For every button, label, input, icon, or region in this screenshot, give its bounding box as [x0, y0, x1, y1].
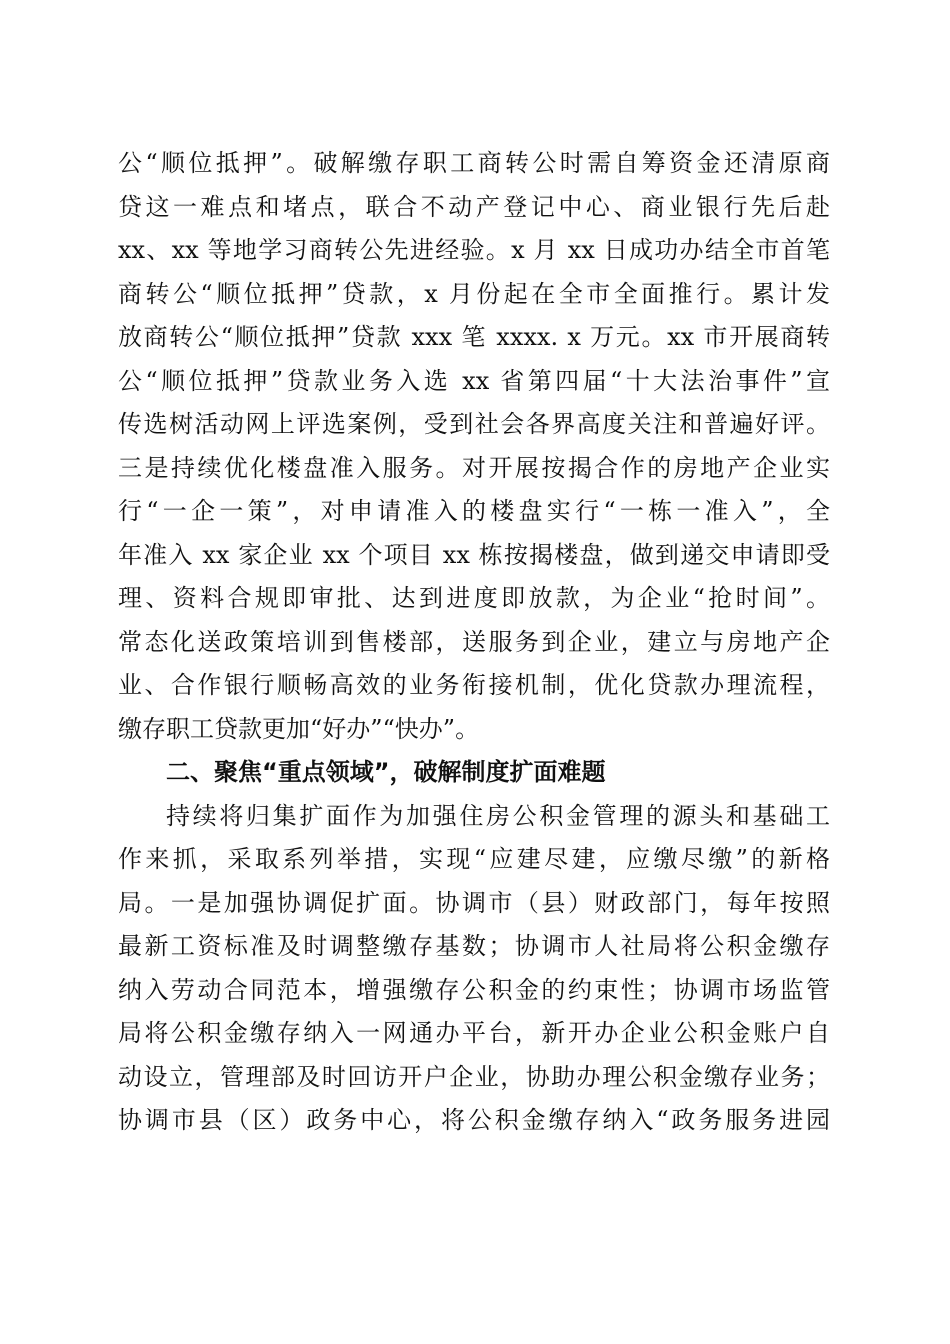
text-line: 协调市县（区）政务中心，将公积金缴存纳入“政务服务进园 — [118, 1106, 830, 1134]
text-line: 行“一企一策”，对申请准入的楼盘实行“一栋一准入”，全 — [118, 497, 830, 525]
text-line: 贷这一难点和堵点，联合不动产登记中心、商业银行先后赴 — [118, 192, 830, 221]
text-line: 纳入劳动合同范本，增强缴存公积金的约束性；协调市场监管 — [118, 975, 830, 1004]
text-line: 持续将归集扩面作为加强住房公积金管理的源头和基础工 — [166, 801, 830, 830]
text-line: 作来抓，采取系列举措，实现“应建尽建，应缴尽缴”的新格 — [118, 845, 830, 873]
text-line: 最新工资标准及时调整缴存基数；协调市人社局将公积金缴存 — [118, 932, 830, 960]
text-line: 理、资料合规即审批、达到进度即放款，为企业“抢时间”。 — [118, 584, 830, 612]
text-line: 放商转公“顺位抵押”贷款 xxx 笔 xxxx. x 万元。xx 市开展商转 — [118, 323, 830, 351]
paragraph-2 — [118, 795, 830, 1143]
text-line: xx、xx 等地学习商转公先进经验。x 月 xx 日成功办结全市首笔 — [118, 236, 830, 264]
text-line: 缴存职工贷款更加“好办”“快办”。 — [118, 714, 480, 743]
text-line: 业、合作银行顺畅高效的业务衔接机制，优化贷款办理流程， — [118, 671, 830, 699]
paragraph-1 — [118, 142, 830, 751]
text-line: 常态化送政策培训到售楼部，送服务到企业，建立与房地产企 — [118, 627, 830, 656]
text-line: 公“顺位抵押”。破解缴存职工商转公时需自筹资金还清原商 — [118, 149, 830, 177]
text-line: 公“顺位抵押”贷款业务入选 xx 省第四届“十大法治事件”宣 — [118, 366, 830, 395]
text-line: 商转公“顺位抵押”贷款，x 月份起在全市全面推行。累计发 — [118, 279, 830, 308]
text-line: 三是持续优化楼盘准入服务。对开展按揭合作的房地产企业实 — [118, 453, 830, 482]
text-line: 局。一是加强协调促扩面。协调市（县）财政部门，每年按照 — [118, 888, 830, 917]
text-line: 动设立，管理部及时回访开户企业，协助办理公积金缴存业务； — [118, 1062, 830, 1091]
section-heading: 二、聚焦“重点领域”，破解制度扩面难题 — [166, 758, 606, 786]
text-line: 年准入 xx 家企业 xx 个项目 xx 栋按揭楼盘，做到递交申请即受 — [118, 540, 830, 569]
document-body — [118, 142, 830, 1143]
text-line: 局将公积金缴存纳入一网通办平台，新开办企业公积金账户自 — [118, 1019, 830, 1047]
text-line: 传选树活动网上评选案例，受到社会各界高度关注和普遍好评。 — [118, 410, 830, 438]
